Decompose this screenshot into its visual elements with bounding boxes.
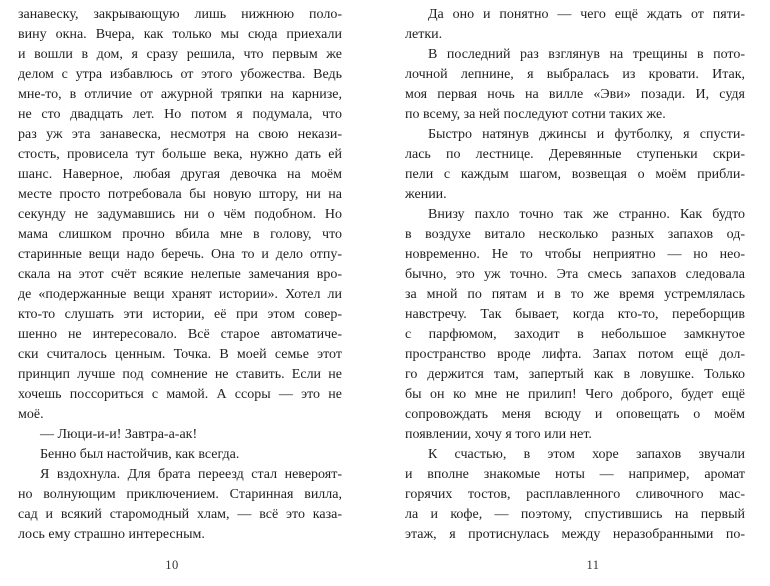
text-line: за мной по пятам и в то же время устремлялась — [405, 287, 745, 302]
page-left-text — [18, 5, 342, 545]
text-line: пространство вроде лифта. Запах потом ещё дол- — [405, 347, 745, 362]
text-line: летки. — [405, 27, 443, 42]
text-line: моя первая ночь на вилле «Эви» позади. И, судя — [405, 87, 745, 102]
text-line: кто-то слушать эти истории, её при этом совер- — [18, 307, 342, 322]
text-line: не сто двадцать лет. Но потом я подумала, что — [18, 107, 342, 122]
text-line: этаж, я протиснулась между неразобранными по- — [405, 527, 745, 542]
text-line: ла и кофе, — поэтому, спустившись на первый — [405, 507, 745, 522]
text-line: бы он ко мне не прилип! Чего доброго, будет ещё — [405, 387, 745, 402]
page-number-left: 10 — [165, 558, 179, 572]
text-line: бычно, это уж точно. Эта смесь запахов следовала — [405, 267, 745, 282]
text-line: секунду не задумавшись ни о чём подобном. Но — [18, 207, 342, 222]
text-line: шанс. Наверное, любая другая девочка на моём — [18, 167, 342, 182]
text-line: скала на этот счёт всякие нелепые замечания вро- — [18, 267, 342, 282]
text-line: новременно. Не то чтобы неприятно — но нео- — [405, 247, 745, 262]
text-line: лочной лепнине, я выбралась из кровати. Итак, — [405, 67, 745, 82]
text-line: сад и всякий старомодный хлам, — всё это каза- — [18, 507, 342, 522]
text-line: Бенно был настойчив, как всегда. — [40, 447, 240, 462]
text-line: занавеску, закрывающую лишь нижнюю поло- — [18, 7, 342, 22]
text-line: и вполне знакомые ноты — например, аромат — [405, 467, 745, 482]
text-line: жении. — [405, 187, 447, 202]
text-line: лась по лестнице. Деревянные ступеньки скри- — [405, 147, 745, 162]
text-line: моё. — [18, 407, 44, 422]
text-line: — Люци-и-и! Завтра-а-ак! — [40, 427, 198, 442]
text-line: шенно не интересовало. Всё старое автоматиче- — [18, 327, 342, 342]
text-line: принцип лучше под сомнение не ставить. Если не — [18, 367, 342, 382]
text-line: с парфюмом, заходит в небольшое замкнутое — [405, 327, 745, 342]
text-line: старинные вещи надо беречь. Она то и дело отпу- — [18, 247, 342, 262]
text-line: В последний раз взглянув на трещины в пото- — [428, 47, 745, 62]
text-line: мама слишком прочно вбила мне в голову, что — [18, 227, 342, 242]
text-line: го держится там, запертый как в ловушке. Только — [405, 367, 745, 382]
text-line: делом с утра избавлюсь от этого убожества. Ведь — [18, 67, 342, 82]
text-line: Да оно и понятно — чего ещё ждать от пяти- — [428, 7, 745, 22]
text-line: навстречу. Так бывает, когда кто-то, переборщив — [405, 307, 745, 322]
text-line: К счастью, в этом хоре запахов звучали — [428, 447, 745, 462]
text-line: месте просто потребовала бы новую штору, ни на — [18, 187, 342, 202]
text-line: по всему, за ней последуют сотни таких же. — [405, 107, 666, 122]
text-line: де «подержанные вещи хранят истории». Хотел ли — [18, 287, 342, 302]
text-line: мне-то, в отличие от ажурной тряпки на карнизе, — [18, 87, 342, 102]
text-line: в воздухе витало несколько разных запахов од- — [405, 227, 745, 242]
text-line: пели с каждым шагом, возвещая о моём прибли- — [405, 167, 745, 182]
text-line: Быстро натянув джинсы и футболку, я спусти- — [428, 127, 745, 142]
text-line: раз уж эта занавеска, несмотря на свою некази- — [18, 127, 342, 142]
text-line: Я вздохнула. Для брата переезд стал невероят- — [40, 467, 342, 482]
text-line: появлении, хочу я того или нет. — [405, 427, 592, 442]
text-line: сопровождать меня всюду и оповещать о моём — [405, 407, 745, 422]
text-line: но волнующим приключением. Старинная вилла, — [18, 487, 342, 502]
text-line: и вошли в дом, я сразу решила, что первым же — [18, 47, 342, 62]
page-right-text — [405, 5, 745, 545]
text-line: ски считалось ценным. Точка. В моей семье этот — [18, 347, 342, 362]
text-line: хочешь поссориться с мамой. А ссоры — это не — [18, 387, 342, 402]
text-line: вину окна. Вчера, как только мы сюда приехали — [18, 27, 342, 42]
text-line: лось ему страшно интересным. — [18, 527, 205, 542]
page-number-right: 11 — [586, 558, 600, 572]
text-line: Внизу пахло точно так же странно. Как будто — [428, 207, 745, 222]
text-line: стость, провисела тут больше века, нужно дать ей — [18, 147, 342, 162]
text-line: горячих тостов, расплавленного сливочного мас- — [405, 487, 745, 502]
